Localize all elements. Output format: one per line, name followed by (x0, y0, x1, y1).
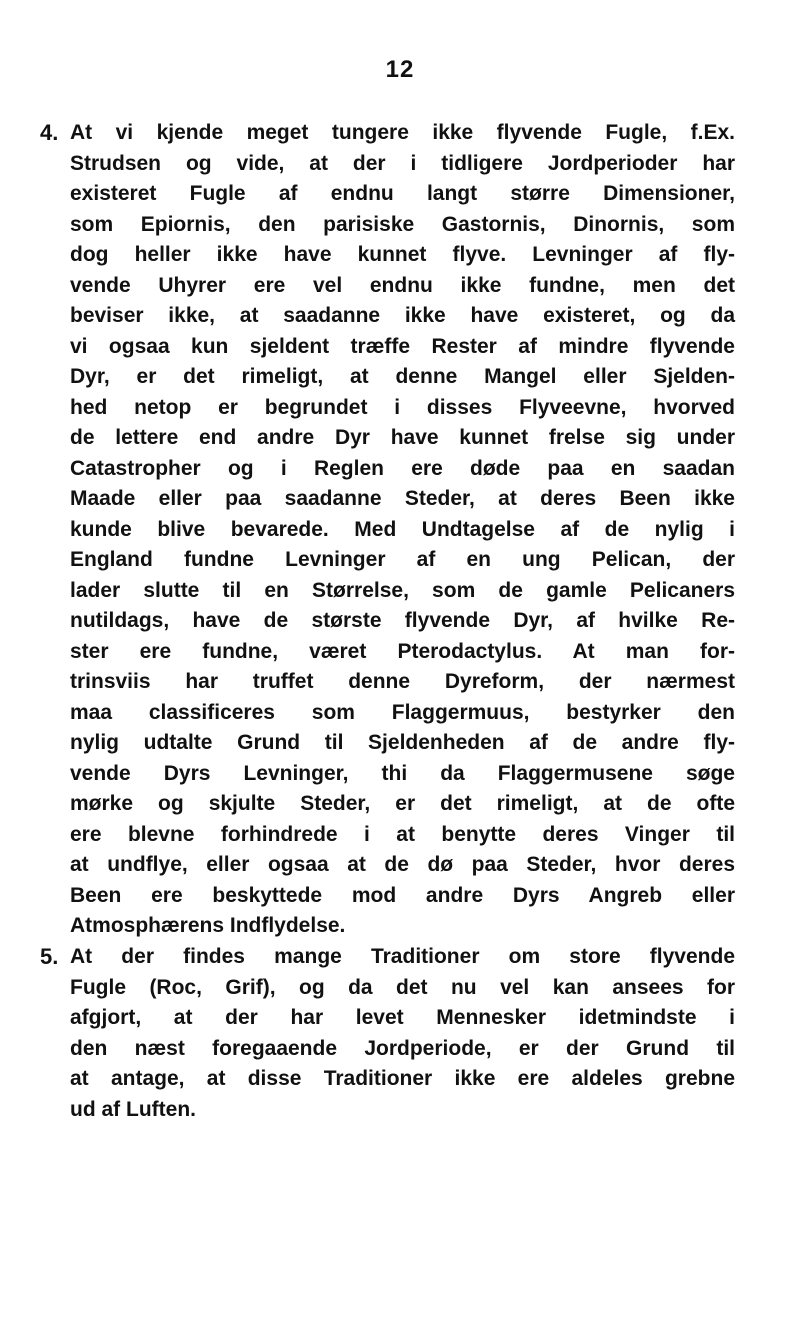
section-number: 4. (40, 120, 59, 145)
text-line: ster ere fundne, været Pterodactylus. At man for- (70, 639, 735, 663)
text-line: at undflye, eller ogsaa at de dø paa Steder, hvor deres (70, 853, 735, 876)
text-line: vende Dyrs Levninger, thi da Flaggermusene søge (70, 761, 735, 785)
text-line: beviser ikke, at saadanne ikke have existeret, og da (70, 304, 735, 327)
text-line: vi ogsaa kun sjeldent træffe Rester af mindre flyvende (70, 334, 735, 358)
text-line: ud af Luften. (70, 1097, 196, 1121)
text-line: dog heller ikke have kunnet flyve. Levninger af fly- (70, 243, 735, 266)
text-line: kunde blive bevarede. Med Undtagelse af de nylig i (70, 517, 735, 541)
text-line: afgjort, at der har levet Mennesker idetmindste i (70, 1006, 735, 1029)
text-line: Atmosphærens Indflydelse. (70, 914, 346, 937)
text-line: Catastropher og i Reglen ere døde paa en saadan (70, 456, 735, 480)
section-number: 5. (40, 944, 59, 969)
text-line: At vi kjende meget tungere ikke flyvende Fugle, f.Ex. (70, 121, 735, 144)
text-line: ere blevne forhindrede i at benytte deres Vinger til (70, 822, 735, 846)
text-line: at antage, at disse Traditioner ikke ere aldeles grebne (70, 1067, 735, 1090)
text-line: existeret Fugle af endnu langt større Dimensioner, (70, 182, 735, 205)
text-line: Been ere beskyttede mod andre Dyrs Angreb eller (70, 883, 735, 907)
page-number: 12 (385, 56, 415, 83)
text-line: Fugle (Roc, Grif), og da det nu vel kan ansees for (70, 975, 735, 999)
text-line: Strudsen og vide, at der i tidligere Jordperioder har (70, 151, 735, 175)
text-line: maa classificeres som Flaggermuus, bestyrker den (70, 700, 735, 724)
text-line: de lettere end andre Dyr have kunnet frelse sig under (70, 426, 735, 449)
text-line: vende Uhyrer ere vel endnu ikke fundne, men det (70, 273, 735, 297)
text-line: trinsviis har truffet denne Dyreform, der nærmest (70, 670, 735, 693)
text-line: Maade eller paa saadanne Steder, at deres Been ikke (70, 487, 735, 510)
text-line: mørke og skjulte Steder, er det rimeligt, at de ofte (70, 792, 735, 815)
text-line: som Epiornis, den parisiske Gastornis, Dinornis, som (70, 212, 735, 236)
text-line: lader slutte til en Størrelse, som de gamle Pelicaners (70, 578, 735, 602)
text-line: nylig udtalte Grund til Sjeldenheden af de andre fly- (70, 731, 735, 754)
text-line: At der findes mange Traditioner om store flyvende (70, 945, 735, 968)
text-line: Dyr, er det rimeligt, at denne Mangel eller Sjelden- (70, 365, 735, 388)
text-line: den næst foregaaende Jordperiode, er der Grund til (70, 1036, 735, 1060)
text-line: hed netop er begrundet i disses Flyveevne, hvorved (70, 395, 735, 419)
text-line: nutildags, have de største flyvende Dyr, af hvilke Re- (70, 609, 735, 632)
text-line: England fundne Levninger af en ung Pelican, der (70, 548, 735, 571)
